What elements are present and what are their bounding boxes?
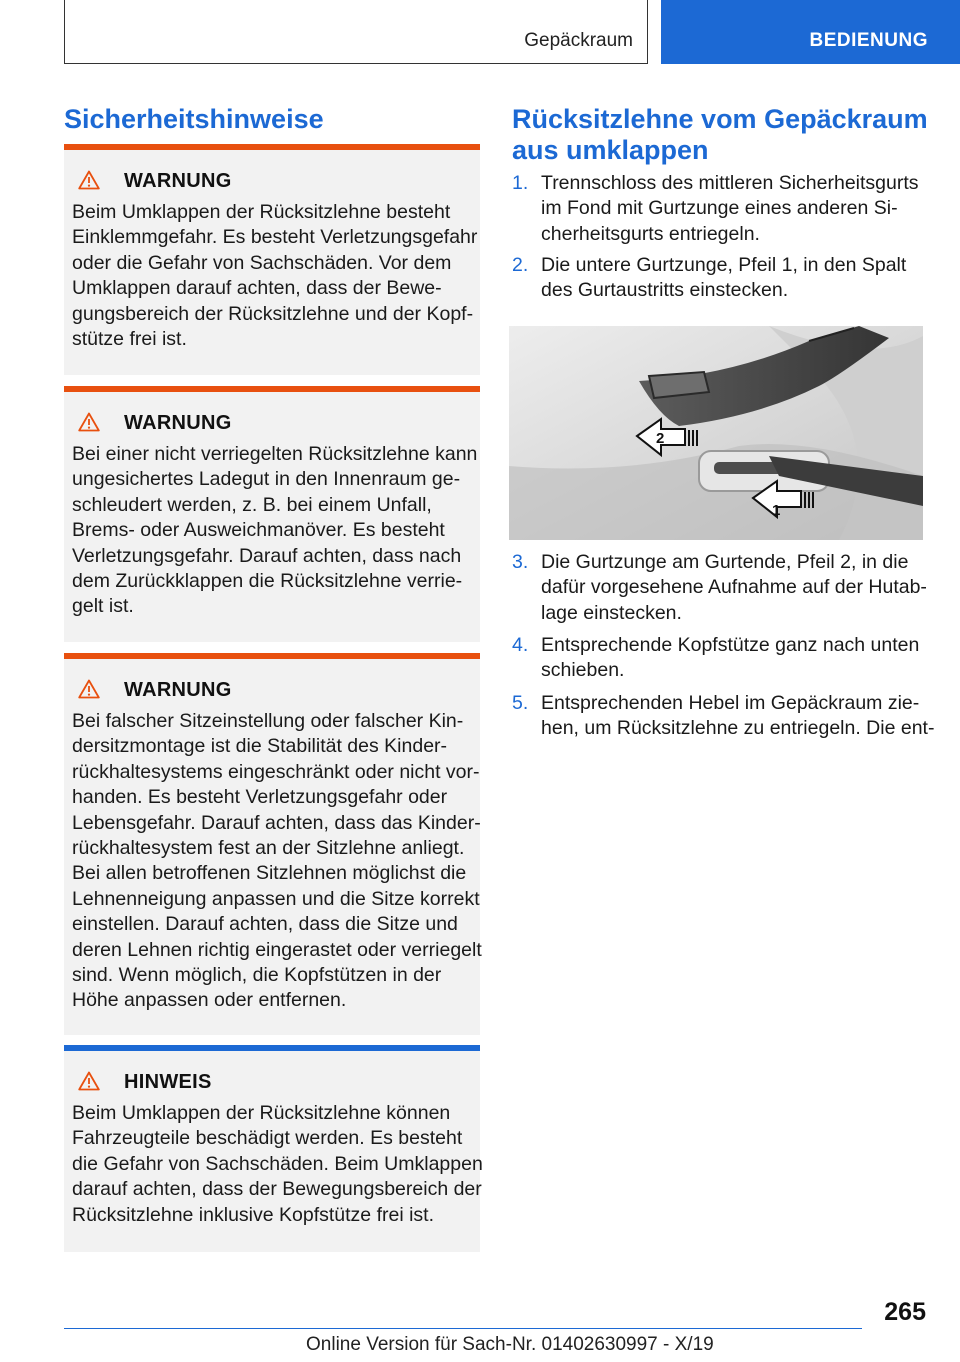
right-heading: Rücksitzlehne vom Gepäckraum aus umklappen bbox=[512, 104, 928, 165]
step-number: 3. bbox=[512, 551, 529, 573]
seatbelt-illustration bbox=[509, 326, 923, 540]
note-text: Beim Umklappen der Rücksitzlehne können Fahrzeugteile beschädigt werden. Es besteht die Gefahr von Sachschäden. Beim Umklappen darauf achten, dass der Bewegungsbereich der Rücksitzlehne inklusive Kopfstütze frei ist. bbox=[72, 1102, 483, 1226]
step-number: 5. bbox=[512, 692, 529, 714]
warning-title: WARNUNG bbox=[124, 170, 232, 192]
footer-divider bbox=[64, 1328, 862, 1329]
arrow-label-1: 1 bbox=[772, 502, 781, 519]
warning-triangle-icon bbox=[78, 1071, 100, 1091]
step-number: 2. bbox=[512, 254, 529, 276]
arrow-label-2: 2 bbox=[656, 430, 665, 447]
left-heading: Sicherheitshinweise bbox=[64, 104, 324, 134]
warning-title: WARNUNG bbox=[124, 679, 232, 701]
note-box bbox=[64, 1045, 483, 1252]
warning-text: Bei falscher Sitzeinstellung oder falscher Kin- dersitzmontage ist die Stabilität des Kinder- rückhaltesystems eingeschränkt oder nicht vor- handen. Es besteht Verletzungsgefahr oder Lebensgefahr. Darauf achten, dass das Kinder- rückhaltesystem fest an der Sitzlehne anliegt. Bei allen betroffenen Sitzlehnen möglichst die Lehnenneigung anpassen und die Sitze korrekt einstellen. Darauf achten, dass die Sitze und deren Lehnen richtig eingerastet oder verriegelt sind. Wenn möglich, die Kopfstützen in der Höhe anpassen oder entfernen. bbox=[72, 710, 482, 1012]
step-number: 1. bbox=[512, 172, 529, 194]
warning-triangle-icon bbox=[78, 679, 100, 699]
header-chapter-tab bbox=[661, 0, 960, 64]
step-text: Die Gurtzunge am Gurtende, Pfeil 2, in die dafür vorgesehene Aufnahme auf der Hutab- lage einstecken. bbox=[541, 551, 927, 624]
note-title: HINWEIS bbox=[124, 1071, 212, 1093]
footer-version-text: Online Version für Sach-Nr. 01402630997 - X/19 bbox=[306, 1334, 714, 1355]
step-text: Entsprechenden Hebel im Gepäckraum zie- hen, um Rücksitzlehne zu entriegeln. Die ent- bbox=[541, 692, 935, 740]
seatbelt-photo bbox=[509, 326, 923, 540]
warning-triangle-icon bbox=[78, 412, 100, 432]
warning-box-1 bbox=[64, 144, 480, 375]
warning-text: Bei einer nicht verriegelten Rücksitzlehne kann ungesichertes Ladegut in den Innenraum ge- schleudert werden, z. B. bei einem Unfall, Brems- oder Ausweichmanöver. Es besteht Verletzungsgefahr. Darauf achten, dass nach dem Zurückklappen die Rücksitzlehne verrie- gelt ist. bbox=[72, 443, 478, 618]
step-text: Die untere Gurtzunge, Pfeil 1, in den Spalt des Gurtaustritts einstecken. bbox=[541, 254, 907, 302]
step-number: 4. bbox=[512, 634, 529, 656]
warning-triangle-icon bbox=[78, 170, 100, 190]
warning-title: WARNUNG bbox=[124, 412, 232, 434]
warning-text: Beim Umklappen der Rücksitzlehne besteht Einklemmgefahr. Es besteht Verletzungsgefahr oder die Gefahr von Sachschäden. Vor dem Umklappen darauf achten, dass der Bewe- gungsbereich der Rücksitzlehne und der Kopf- stütze frei ist. bbox=[72, 201, 478, 351]
header-chapter-title: BEDIENUNG bbox=[809, 30, 928, 51]
step-text: Entsprechende Kopfstütze ganz nach unten schieben. bbox=[541, 634, 920, 682]
warning-box-3 bbox=[64, 653, 480, 1035]
warning-box-2 bbox=[64, 386, 480, 642]
header-section-tab bbox=[64, 0, 648, 64]
step-text: Trennschloss des mittleren Sicherheitsgurts im Fond mit Gurtzunge eines anderen Si- cherheitsgurts entriegeln. bbox=[541, 172, 919, 245]
header-section-title: Gepäckraum bbox=[524, 30, 633, 51]
page-number: 265 bbox=[884, 1298, 926, 1326]
